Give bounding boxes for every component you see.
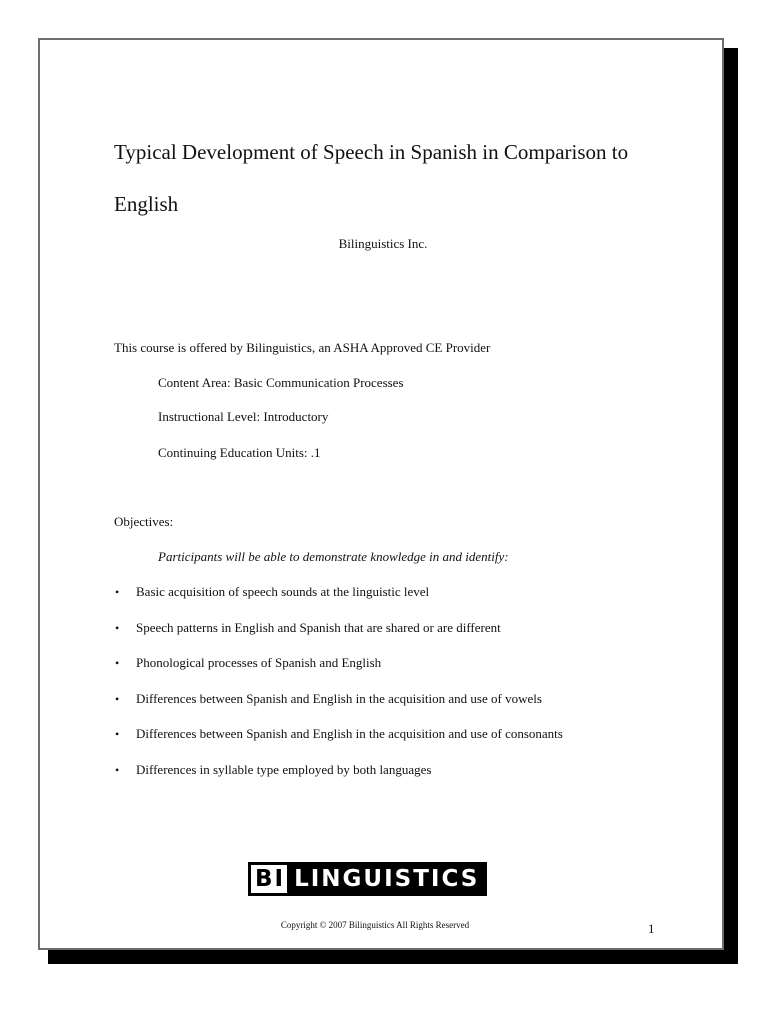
bullet-icon: • bbox=[115, 727, 120, 741]
list-item bbox=[114, 726, 563, 762]
bullet-icon: • bbox=[115, 762, 120, 777]
list-item bbox=[114, 584, 563, 620]
instructional-level: Instructional Level: Introductory bbox=[158, 409, 329, 424]
content-area: Content Area: Basic Communication Processes bbox=[158, 375, 404, 390]
list-item-text: Differences between Spanish and English in the acquisition and use of consonants bbox=[136, 726, 563, 741]
objectives-list bbox=[114, 584, 563, 797]
objectives-heading: Objectives: bbox=[114, 514, 174, 529]
list-item-text: Basic acquisition of speech sounds at the linguistic level bbox=[136, 584, 430, 599]
logo-linguistics-part: LINGUISTICS bbox=[290, 862, 487, 896]
author-line: Bilinguistics Inc. bbox=[338, 236, 428, 251]
objectives-subheading: Participants will be able to demonstrate knowledge in and identify: bbox=[158, 549, 509, 564]
list-item bbox=[114, 620, 563, 656]
logo-bi-part: BI bbox=[248, 862, 290, 896]
list-item-text: Differences between Spanish and English in the acquisition and use of vowels bbox=[136, 690, 542, 706]
list-item-text: Speech patterns in English and Spanish that are shared or are different bbox=[136, 619, 501, 635]
list-item-text: Phonological processes of Spanish and English bbox=[136, 655, 382, 670]
list-item bbox=[114, 762, 563, 798]
document-title: Typical Development of Speech in Spanish in Comparison to English bbox=[114, 140, 629, 216]
list-item-text: Differences in syllable type employed by both languages bbox=[136, 761, 432, 777]
list-item bbox=[114, 691, 563, 727]
bullet-icon: • bbox=[115, 620, 120, 635]
page-number: 1 bbox=[648, 921, 655, 936]
document-page bbox=[38, 38, 724, 950]
continuing-education-units: Continuing Education Units: .1 bbox=[158, 445, 321, 460]
bullet-icon: • bbox=[115, 585, 120, 599]
provider-statement: This course is offered by Bilinguistics, an ASHA Approved CE Provider bbox=[114, 340, 491, 355]
bullet-icon: • bbox=[115, 691, 120, 706]
copyright-notice: Copyright © 2007 Bilinguistics All Rights Reserved bbox=[280, 920, 470, 930]
bilinguistics-logo bbox=[248, 862, 487, 896]
bullet-icon: • bbox=[115, 656, 120, 670]
list-item bbox=[114, 655, 563, 691]
